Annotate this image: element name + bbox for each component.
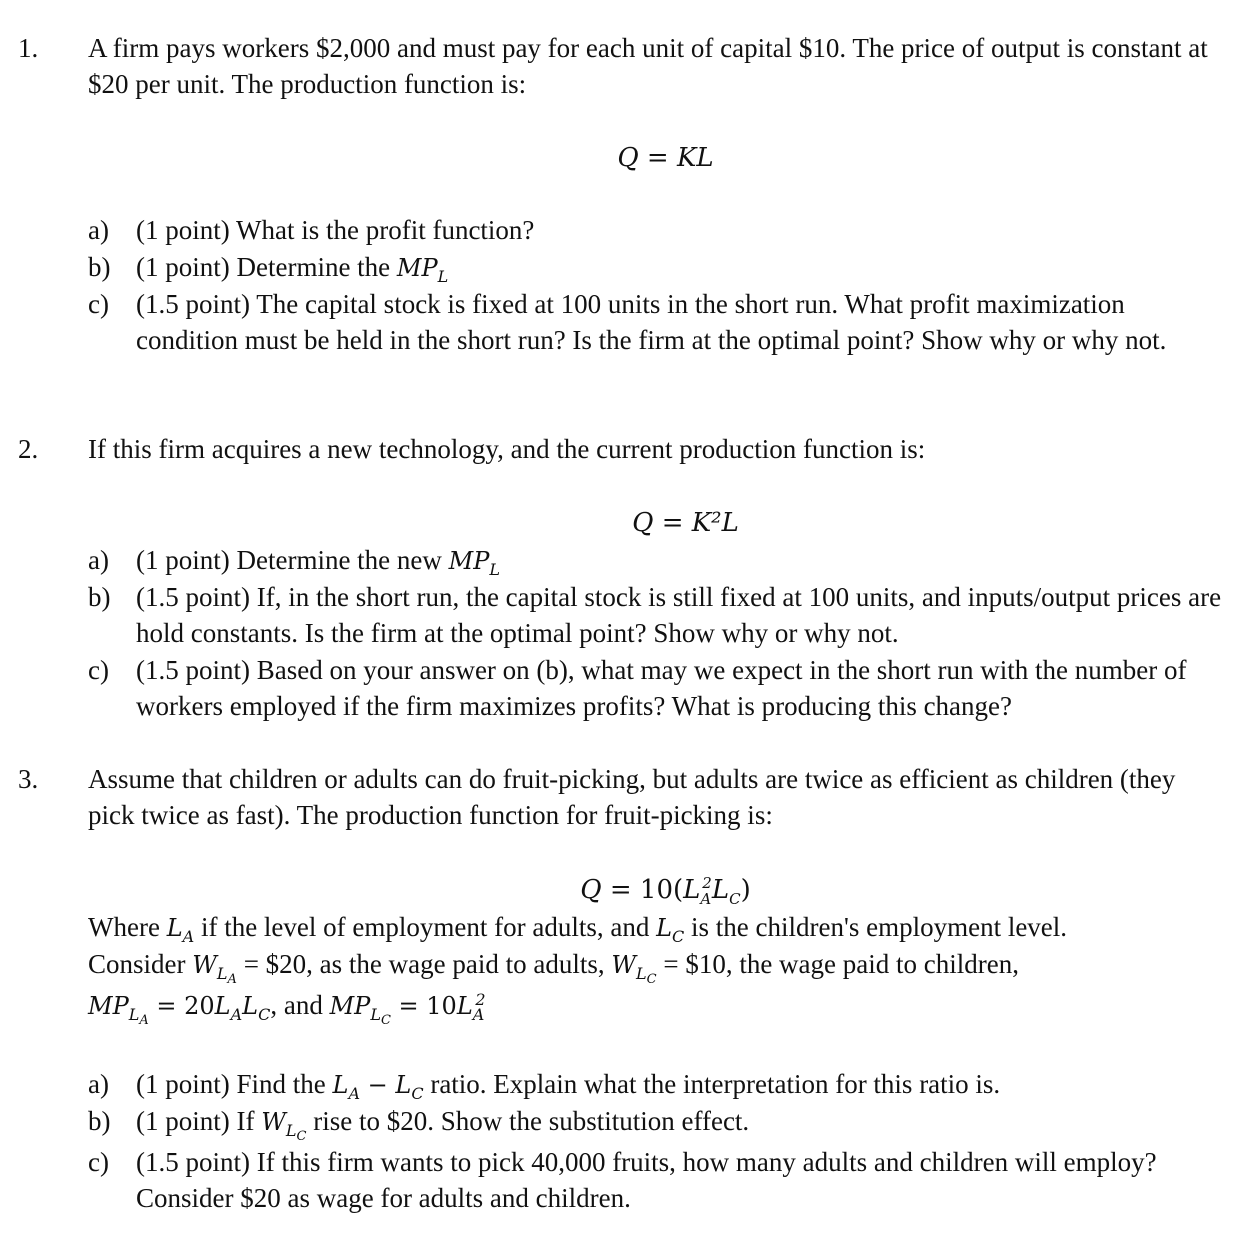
where-text-2: is the children's employment level. [684, 912, 1068, 942]
question-3-number: 3. [18, 764, 39, 794]
math-mpl: $MP_L$ [396, 254, 449, 286]
item-text: (1 point) Determine the new [136, 545, 449, 575]
item-text-with-math [136, 249, 1226, 286]
item-label: c) [88, 655, 109, 685]
item-label: b) [88, 582, 111, 612]
where-prefix: Where [88, 912, 167, 942]
math-wla: $W_{L_A}$ [192, 951, 237, 987]
item-text: (1.5 point) The capital stock is fixed at 100 units in the short run. What profit maximization condition must be held in the short run? Is the firm at the optimal point? Show why or why not. [136, 289, 1167, 355]
and-text: , and [270, 990, 330, 1020]
item-label: a) [88, 545, 109, 575]
item-text: (1 point) What is the profit function? [136, 215, 535, 245]
math-mplc-formula: $MP_{L_C} = 10L_A^2$ [329, 990, 486, 1028]
item-text: (1.5 point) If, in the short run, the capital stock is still fixed at 100 units, and inputs/output prices are hold constants. Is the firm at the optimal point? Show why or why not. [136, 582, 1222, 648]
item-text-2: ratio. Explain what the interpretation for this ratio is. [423, 1069, 1001, 1099]
consider-text-3: = $10, the wage paid to children, [656, 949, 1019, 979]
math-wlc: $W_{L_C}$ [261, 1108, 307, 1144]
item-text: (1 point) Determine the [136, 252, 397, 282]
question-2-number: 2. [18, 434, 39, 464]
question-3-text: Assume that children or adults can do fruit-picking, but adults are twice as efficient as children (they pick twice as fast). The production function for fruit-picking is: [88, 764, 1176, 830]
question-1-equation: Q = KL [617, 143, 714, 173]
item-text: (1.5 point) Based on your answer on (b), what may we expect in the short run with the number of workers employed if the firm maximizes profits? What is producing this change? [136, 655, 1187, 721]
item-text-with-math [136, 1066, 1226, 1103]
item-label: b) [88, 1106, 111, 1136]
math-la: $L_A$ [166, 914, 195, 946]
item-text-with-math [136, 542, 1226, 579]
question-1-number: 1. [18, 33, 39, 63]
item-label: a) [88, 1069, 109, 1099]
question-3-equation [40, 872, 1251, 908]
where-text-1: if the level of employment for adults, and [194, 912, 657, 942]
math-mpla-formula: $MP_{L_A} = 20L_AL_C$ [88, 992, 271, 1028]
question-1-text: A firm pays workers $2,000 and must pay for each unit of capital $10. The price of output is constant at $20 per unit. The production function is: [88, 33, 1208, 99]
consider-text-2: = $20, as the wage paid to adults, [236, 949, 612, 979]
math-lc: $L_C$ [656, 914, 685, 946]
item-text-1: (1 point) If [136, 1106, 262, 1136]
item-text-2: rise to $20. Show the substitution effect. [306, 1106, 750, 1136]
math-wlc: $W_{L_C}$ [611, 951, 657, 987]
item-label: c) [88, 1147, 109, 1177]
consider-text-1: Consider [88, 949, 193, 979]
question-2-text: If this firm acquires a new technology, and the current production function is: [88, 434, 926, 464]
item-label: c) [88, 289, 109, 319]
math-mpl: $MP_L$ [448, 547, 501, 579]
equation-rendered: $Q = 10(L_A^2L_C)$ [580, 874, 751, 909]
item-label: a) [88, 215, 109, 245]
question-3-mp-line [88, 987, 1228, 1028]
item-text: (1.5 point) If this firm wants to pick 40,000 fruits, how many adults and children will employ? Consider $20 as wage for adults and children. [136, 1147, 1157, 1213]
question-3-consider-line [88, 946, 1228, 987]
math-la-minus-lc: $L_A - L_C$ [332, 1071, 424, 1103]
item-text-with-math [136, 1103, 1226, 1144]
item-label: b) [88, 252, 111, 282]
item-text-1: (1 point) Find the [136, 1069, 333, 1099]
question-3-where-line [88, 909, 1228, 946]
question-2-equation: Q = K²L [632, 508, 739, 538]
